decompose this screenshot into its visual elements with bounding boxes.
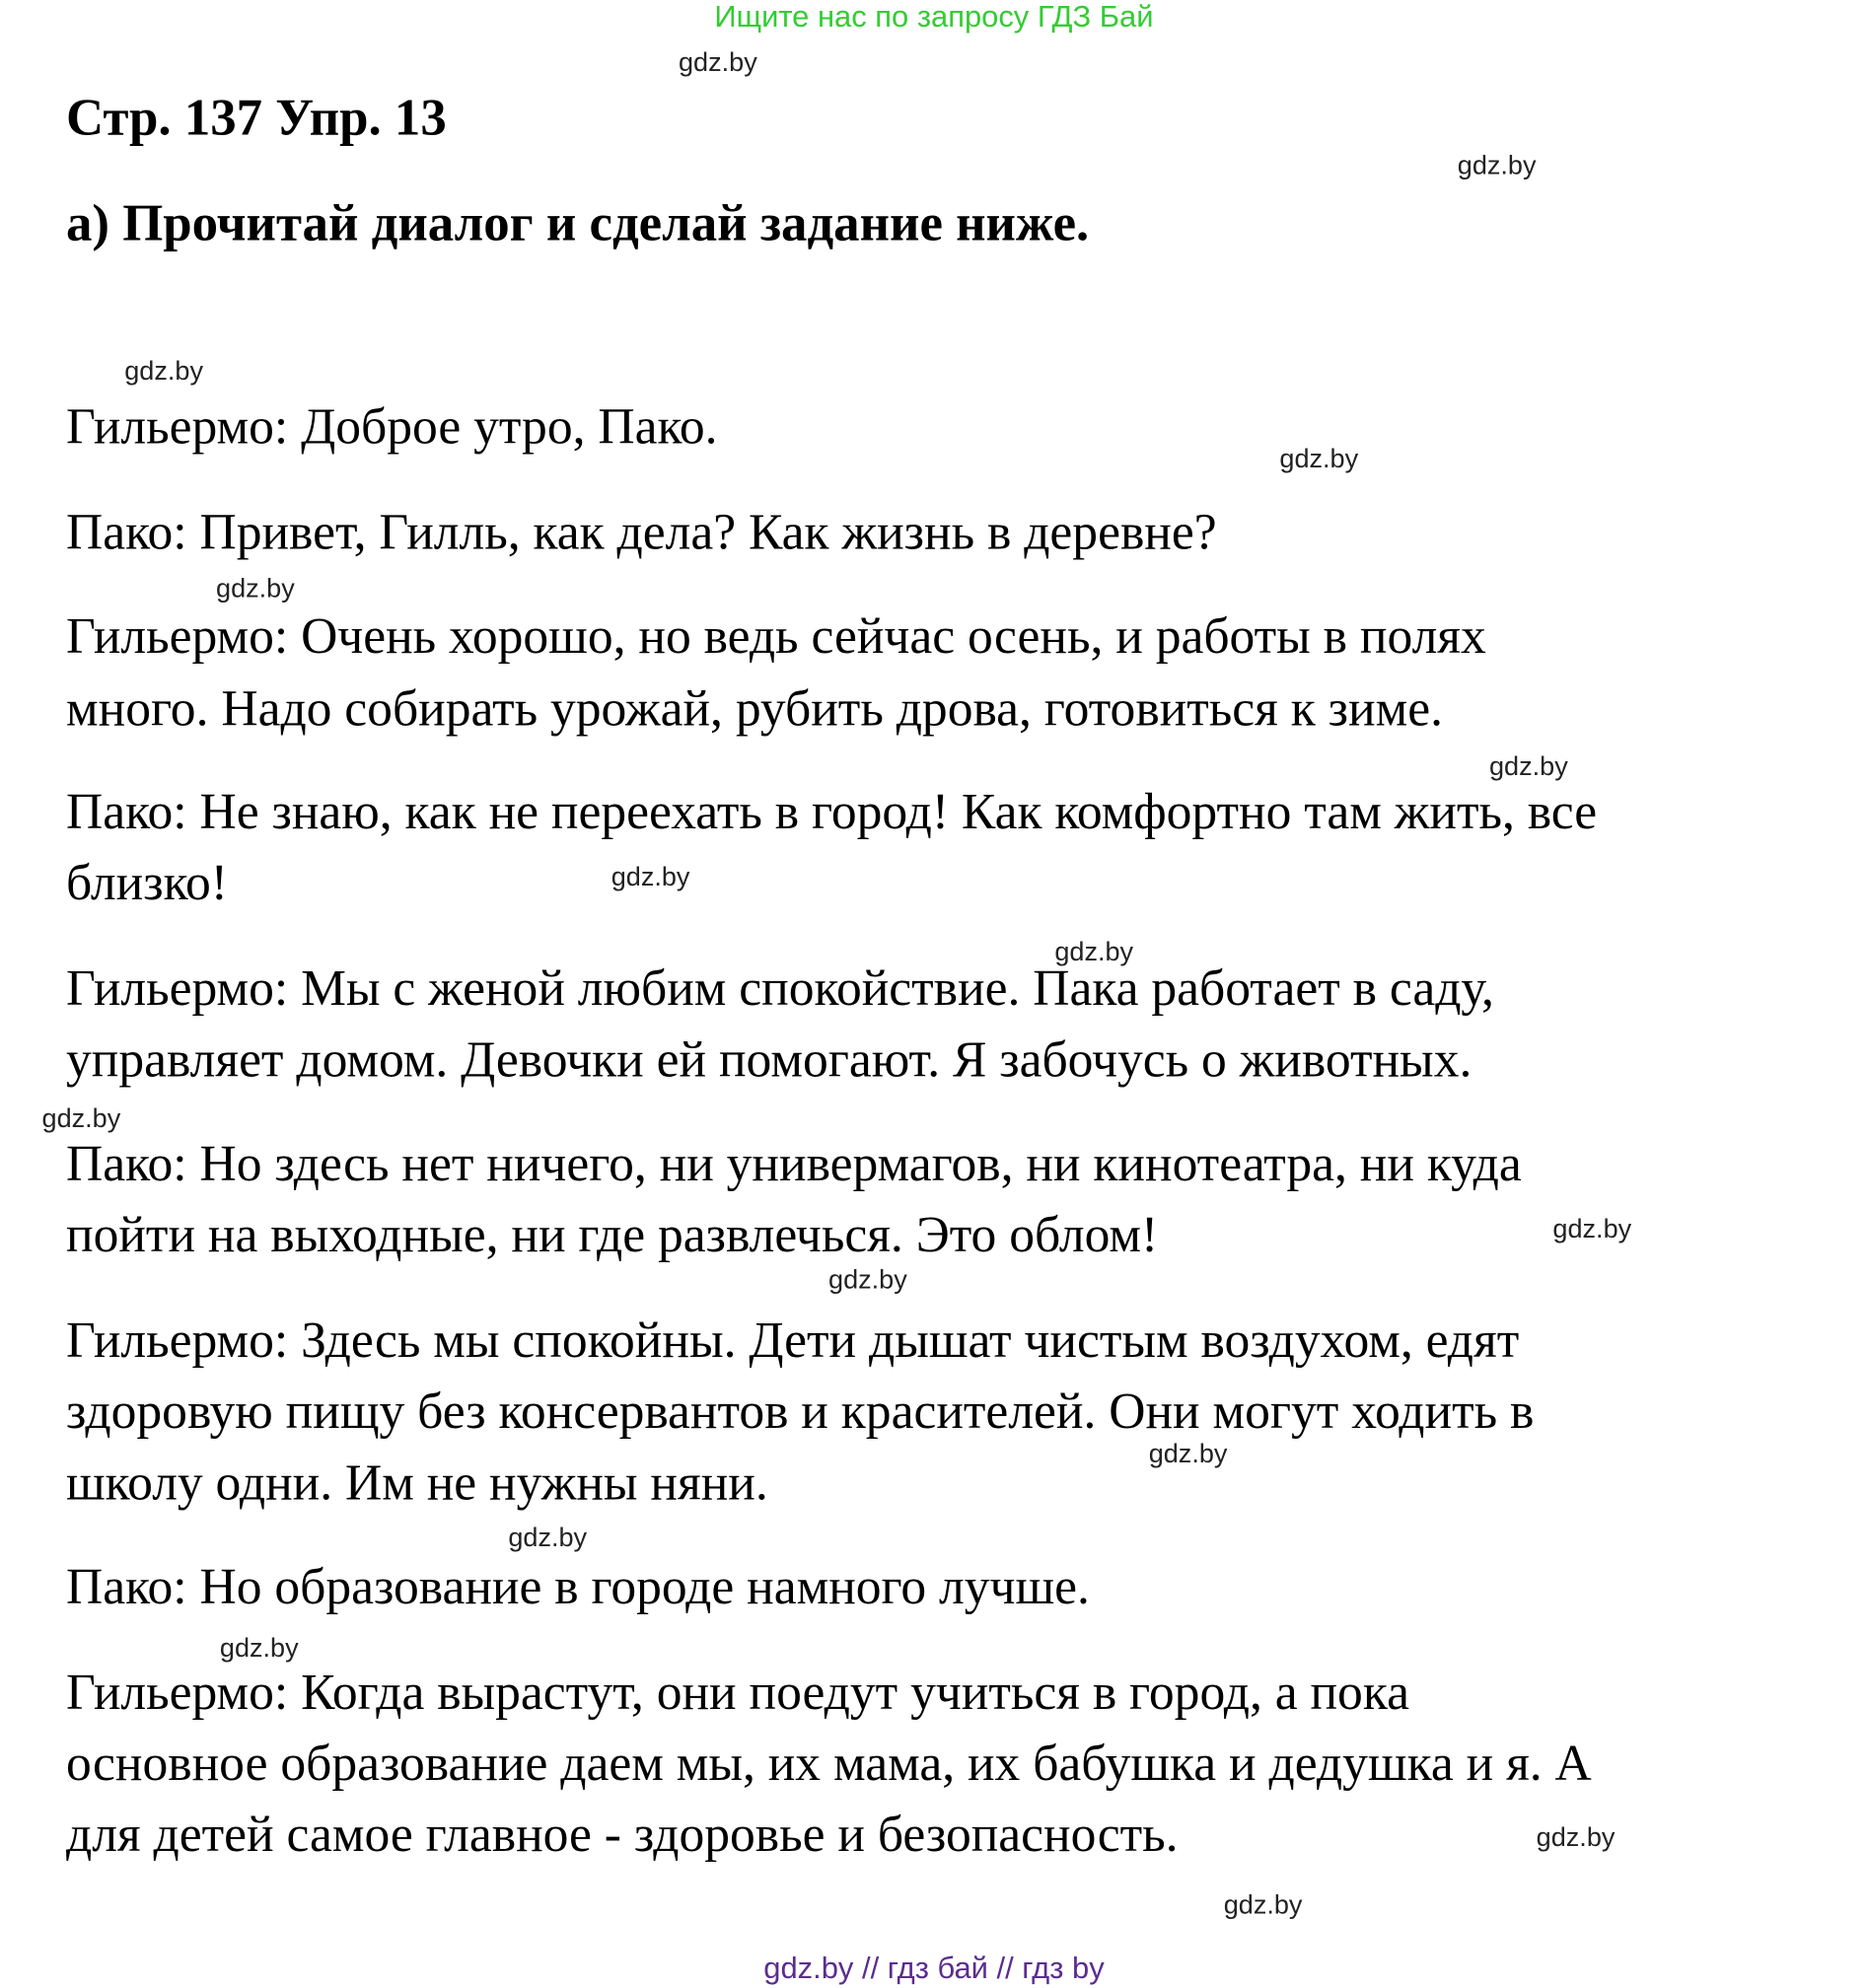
watermark: gdz.by xyxy=(1457,151,1537,180)
dialog-line: здоровую пищу без консервантов и красителей. Они могут ходить в xyxy=(65,1382,1535,1440)
task-heading: а) Прочитай диалог и сделай задание ниже. xyxy=(65,192,1090,252)
watermark: gdz.by xyxy=(124,357,203,387)
dialog-line: Пако: Но образование в городе намного лучше. xyxy=(65,1557,1090,1615)
dialog-line: Гильермо: Доброе утро, Пако. xyxy=(65,397,718,456)
dialog-line: Гильермо: Мы с женой любим спокойствие. Пака работает в саду, xyxy=(65,958,1494,1017)
watermark: gdz.by xyxy=(1536,1822,1616,1853)
watermark: gdz.by xyxy=(679,47,757,78)
watermark: gdz.by xyxy=(41,1103,121,1134)
dialog-line: Гильермо: Очень хорошо, но ведь сейчас осень, и работы в полях xyxy=(65,606,1486,665)
watermark: gdz.by xyxy=(219,1633,299,1664)
watermark: gdz.by xyxy=(216,574,295,604)
dialog-line: много. Надо собирать урожай, рубить дрова, готовиться к зиме. xyxy=(65,679,1443,738)
watermark: gdz.by xyxy=(611,862,690,892)
watermark: gdz.by xyxy=(508,1523,588,1553)
dialog-line: Гильермо: Когда вырастут, они поедут учиться в город, а пока xyxy=(65,1663,1409,1721)
dialog-line: для детей самое главное - здоровье и безопасность. xyxy=(65,1805,1179,1863)
dialog-line: Гильермо: Здесь мы спокойны. Дети дышат чистым воздухом, едят xyxy=(65,1311,1520,1369)
watermark: gdz.by xyxy=(1054,937,1134,967)
dialog-line: пойти на выходные, ни где развлечься. Это облом! xyxy=(65,1205,1159,1263)
dialog-line: Пако: Но здесь нет ничего, ни универмагов, ни кинотеатра, ни куда xyxy=(65,1134,1522,1192)
watermark: gdz.by xyxy=(1223,1890,1303,1920)
dialog-line: близко! xyxy=(65,853,228,911)
watermark: gdz.by xyxy=(1279,444,1359,474)
dialog-line: Пако: Привет, Гилль, как дела? Как жизнь в деревне? xyxy=(65,503,1217,561)
page-title: Стр. 137 Упр. 13 xyxy=(65,87,447,147)
watermark: gdz.by xyxy=(1552,1214,1632,1244)
footer-links: gdz.by // гдз бай // гдз by xyxy=(763,1951,1105,1986)
watermark: gdz.by xyxy=(828,1265,907,1295)
search-banner: Ищите нас по запросу ГДЗ Бай xyxy=(714,0,1154,35)
dialog-line: управляет домом. Девочки ей помогают. Я забочусь о животных. xyxy=(65,1030,1473,1088)
dialog-line: школу одни. Им не нужны няни. xyxy=(65,1453,768,1511)
dialog-line: Пако: Не знаю, как не переехать в город! Как комфортно там жить, все xyxy=(65,782,1598,840)
watermark: gdz.by xyxy=(1489,751,1568,782)
dialog-line: основное образование даем мы, их мама, их бабушка и дедушка и я. А xyxy=(65,1734,1592,1792)
watermark: gdz.by xyxy=(1148,1439,1228,1469)
